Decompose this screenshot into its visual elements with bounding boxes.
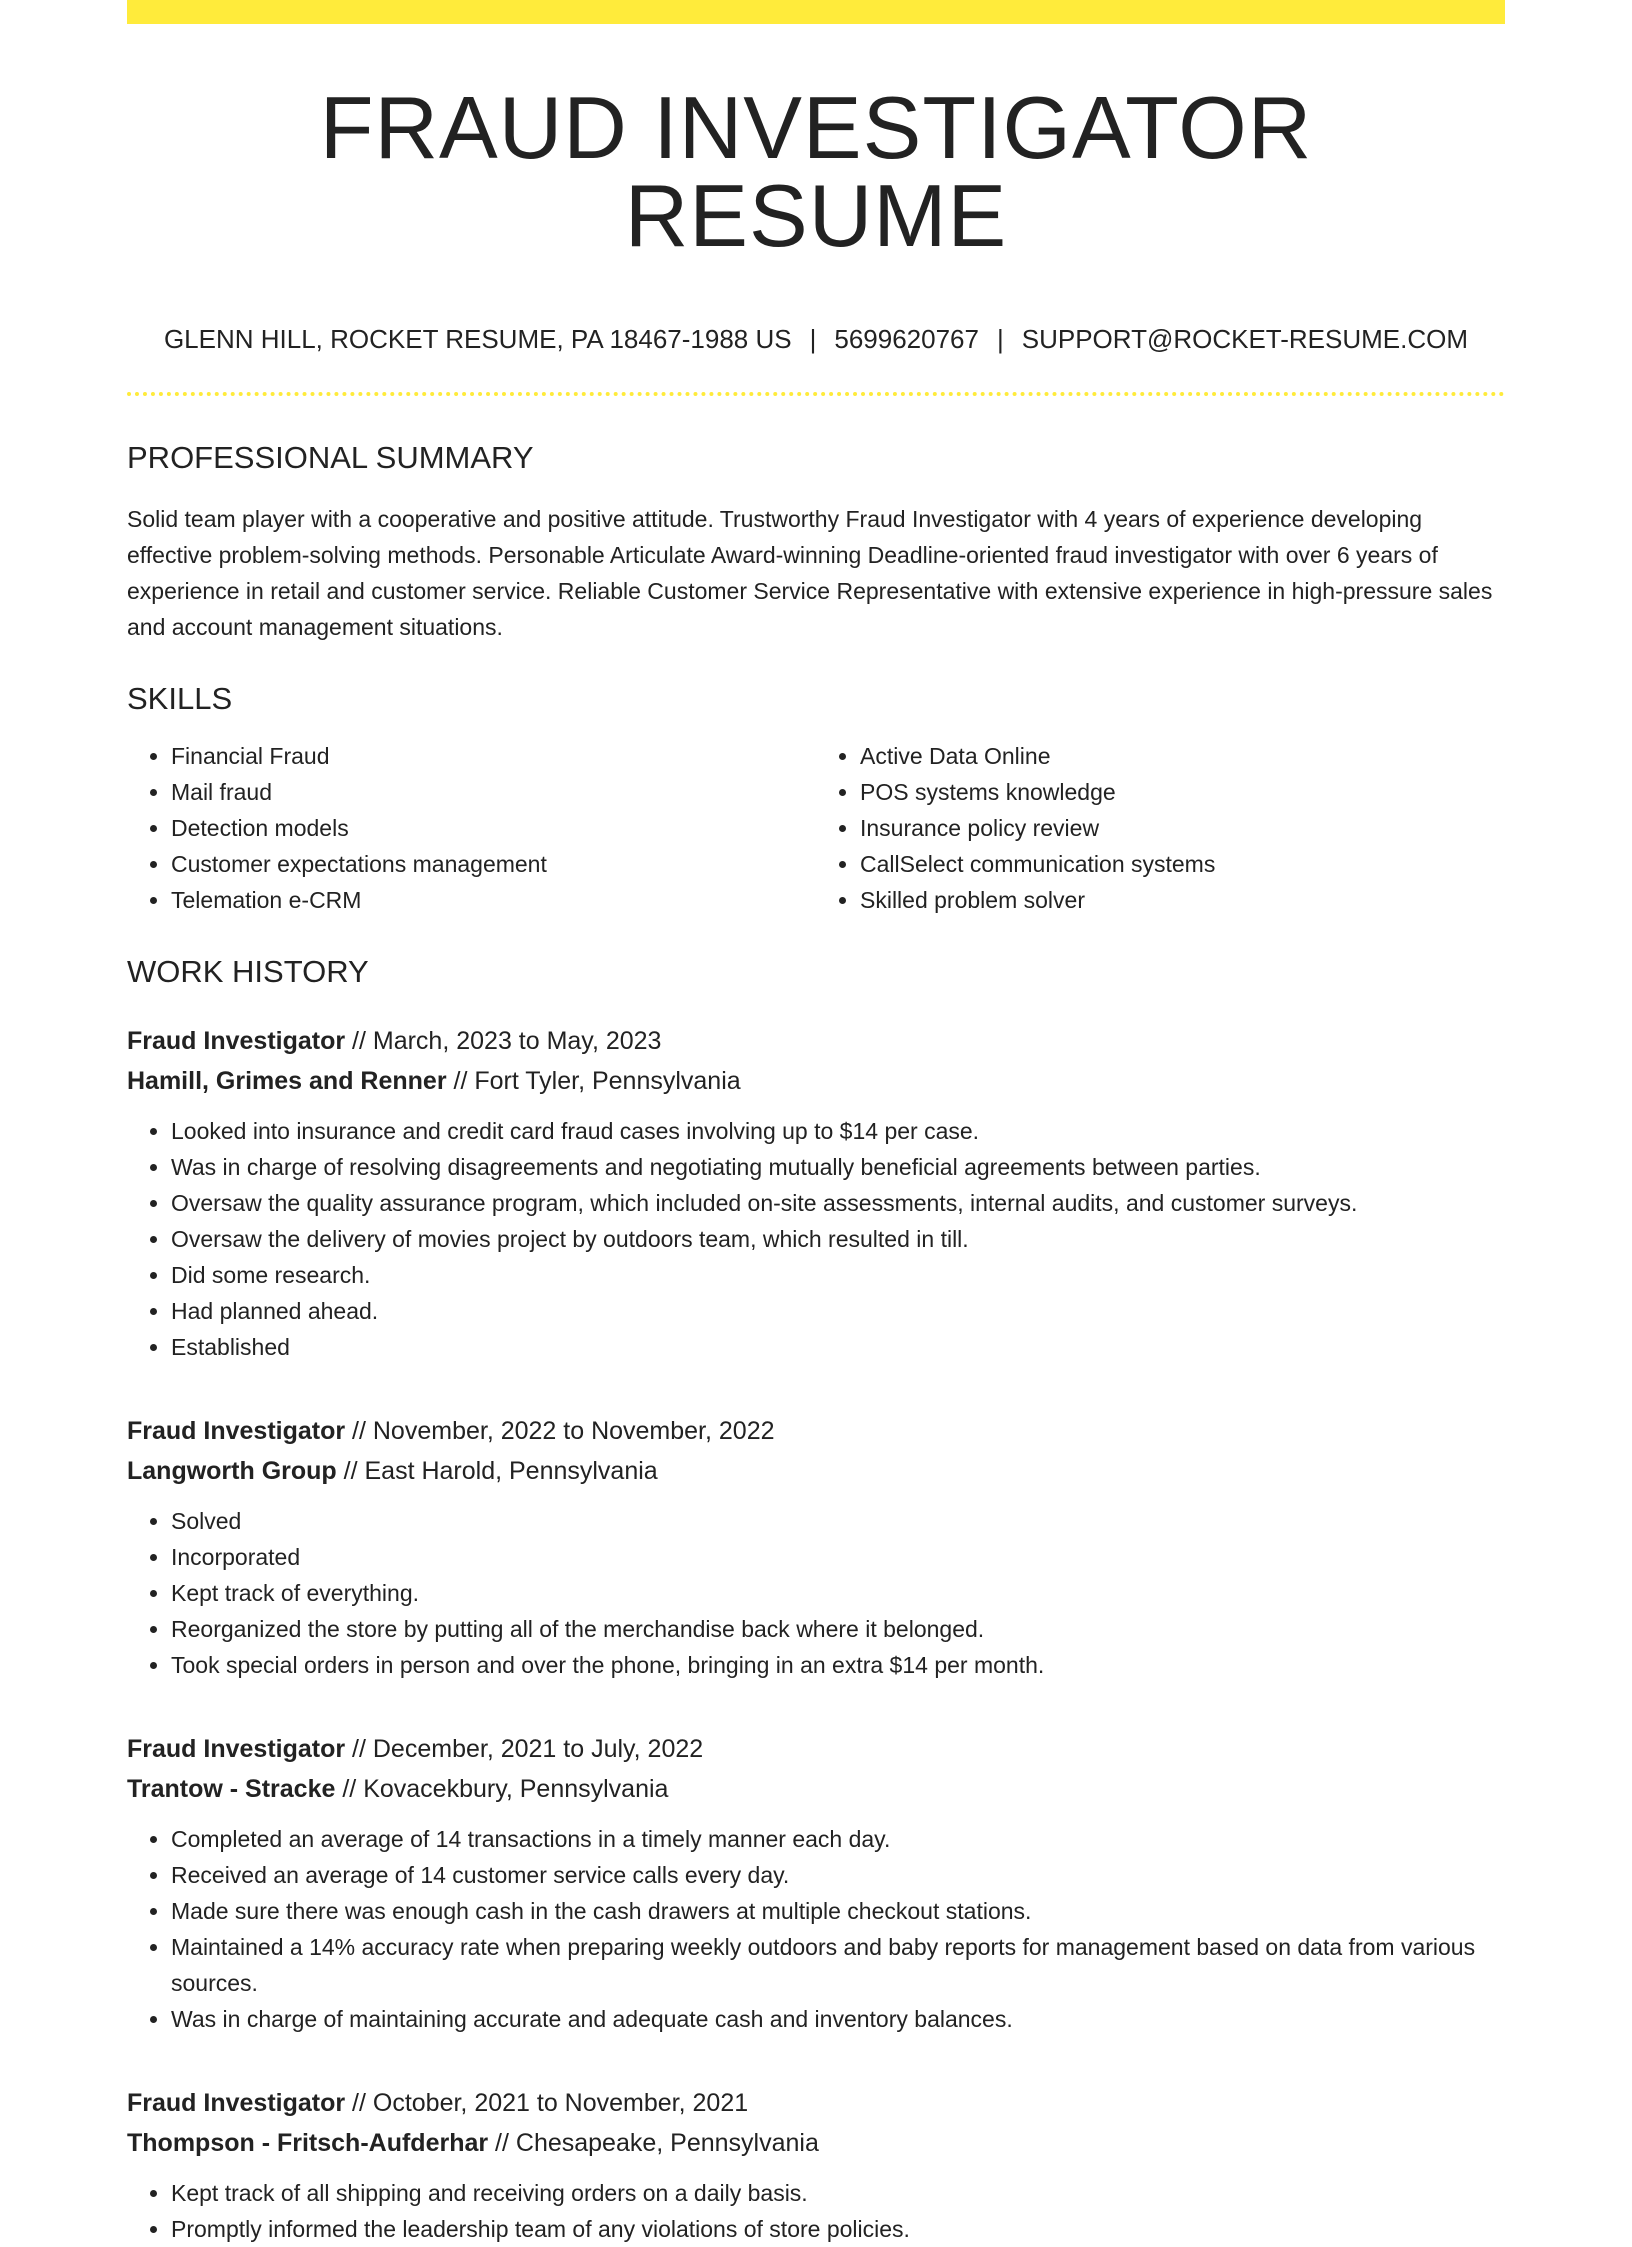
contact-line <box>127 326 1505 352</box>
job-entry <box>127 1411 1505 1683</box>
skill-item: • Mail fraud <box>171 774 816 810</box>
skill-item: • Financial Fraud <box>171 738 816 774</box>
job-dates: // November, 2022 to November, 2022 <box>345 1417 775 1445</box>
job-title: Fraud Investigator <box>127 1417 346 1445</box>
job-company: Thompson - Fritsch-Aufderhar <box>127 2129 489 2157</box>
job-bullet: • Made sure there was enough cash in the cash drawers at multiple checkout stations. <box>171 1893 1505 1929</box>
job-entry <box>127 1729 1505 2037</box>
job-bullet: • Was in charge of maintaining accurate and adequate cash and inventory balances. <box>171 2001 1505 2037</box>
contact-separator: | <box>809 324 817 354</box>
job-dates: // March, 2023 to May, 2023 <box>345 1027 662 1055</box>
job-bullets <box>127 2175 1505 2247</box>
job-title: Fraud Investigator <box>127 2089 346 2117</box>
job-bullet: • Promptly informed the leadership team of any violations of store policies. <box>171 2211 1505 2247</box>
job-bullets <box>127 1503 1505 1683</box>
summary-text: Solid team player with a cooperative and positive attitude. Trustworthy Fraud Investigator with 4 years of experience developing effective problem-solving methods. Personable Articulate Award-winning Deadline-oriented fraud investigator with over 6 years of experience in retail and customer service. Reliable Customer Service Representative with extensive experience in high-pressure sales and account management situations. <box>127 506 1493 640</box>
job-company-line <box>127 1769 1505 1809</box>
job-title: Fraud Investigator <box>127 1735 346 1763</box>
job-title-line <box>127 2083 1505 2123</box>
job-location: // Kovacekbury, Pennsylvania <box>335 1775 669 1803</box>
job-company: Hamill, Grimes and Renner <box>127 1067 447 1095</box>
job-title-line <box>127 1021 1505 1061</box>
job-bullet: • Did some research. <box>171 1257 1505 1293</box>
job-bullet: • Received an average of 14 customer service calls every day. <box>171 1857 1505 1893</box>
job-bullet: • Oversaw the quality assurance program, which included on-site assessments, internal audits, and customer surveys. <box>171 1185 1505 1221</box>
job-bullet: • Looked into insurance and credit card fraud cases involving up to $14 per case. <box>171 1113 1505 1149</box>
skill-item: • Telemation e-CRM <box>171 882 816 918</box>
job-bullet: • Established <box>171 1329 1505 1365</box>
job-bullet: • Oversaw the delivery of movies project by outdoors team, which resulted in till. <box>171 1221 1505 1257</box>
job-location: // Chesapeake, Pennsylvania <box>488 2129 819 2157</box>
job-bullet: • Had planned ahead. <box>171 1293 1505 1329</box>
job-bullets <box>127 1821 1505 2037</box>
skill-item: • Skilled problem solver <box>860 882 1505 918</box>
dotted-divider <box>127 392 1505 396</box>
job-bullet: • Reorganized the store by putting all of the merchandise back where it belonged. <box>171 1611 1505 1647</box>
job-bullets <box>127 1113 1505 1365</box>
job-title: Fraud Investigator <box>127 1027 346 1055</box>
skill-item: • Insurance policy review <box>860 810 1505 846</box>
job-company-line <box>127 1451 1505 1491</box>
job-bullet: • Incorporated <box>171 1539 1505 1575</box>
summary-heading: PROFESSIONAL SUMMARY <box>127 440 534 475</box>
job-bullet: • Completed an average of 14 transactions in a timely manner each day. <box>171 1821 1505 1857</box>
skill-item: • CallSelect communication systems <box>860 846 1505 882</box>
job-company-line <box>127 2123 1505 2163</box>
skills-column-left <box>127 738 816 918</box>
contact-address: GLENN HILL, ROCKET RESUME, PA 18467-1988 US <box>163 324 792 354</box>
job-company: Trantow - Stracke <box>127 1775 336 1803</box>
job-entry <box>127 2083 1505 2247</box>
job-dates: // December, 2021 to July, 2022 <box>345 1735 704 1763</box>
skill-item: • Active Data Online <box>860 738 1505 774</box>
job-bullet: • Was in charge of resolving disagreements and negotiating mutually beneficial agreements between parties. <box>171 1149 1505 1185</box>
job-bullet: • Took special orders in person and over the phone, bringing in an extra $14 per month. <box>171 1647 1505 1683</box>
job-company-line <box>127 1061 1505 1101</box>
job-title-line <box>127 1411 1505 1451</box>
job-bullet: • Solved <box>171 1503 1505 1539</box>
job-bullet: • Maintained a 14% accuracy rate when preparing weekly outdoors and baby reports for management based on data from various sources. <box>171 1929 1505 2001</box>
skills-column-right <box>816 738 1505 918</box>
job-entry <box>127 1021 1505 1365</box>
top-accent-bar <box>127 0 1505 24</box>
job-bullet: • Kept track of all shipping and receiving orders on a daily basis. <box>171 2175 1505 2211</box>
job-location: // Fort Tyler, Pennsylvania <box>446 1067 741 1095</box>
contact-separator: | <box>996 324 1004 354</box>
contact-phone: 5699620767 <box>834 324 979 354</box>
skill-item: • Detection models <box>171 810 816 846</box>
contact-email: SUPPORT@ROCKET-RESUME.COM <box>1021 324 1469 354</box>
skill-item: • POS systems knowledge <box>860 774 1505 810</box>
skills-heading: SKILLS <box>127 681 233 716</box>
job-bullet: • Kept track of everything. <box>171 1575 1505 1611</box>
skills-list <box>127 738 1505 918</box>
page-title: FRAUD INVESTIGATOR RESUME <box>319 78 1313 265</box>
skill-item: • Customer expectations management <box>171 846 816 882</box>
job-dates: // October, 2021 to November, 2021 <box>345 2089 749 2117</box>
job-company: Langworth Group <box>127 1457 337 1485</box>
resume-page <box>127 0 1505 2247</box>
job-location: // East Harold, Pennsylvania <box>336 1457 658 1485</box>
work-history-heading: WORK HISTORY <box>127 954 369 989</box>
job-title-line <box>127 1729 1505 1769</box>
